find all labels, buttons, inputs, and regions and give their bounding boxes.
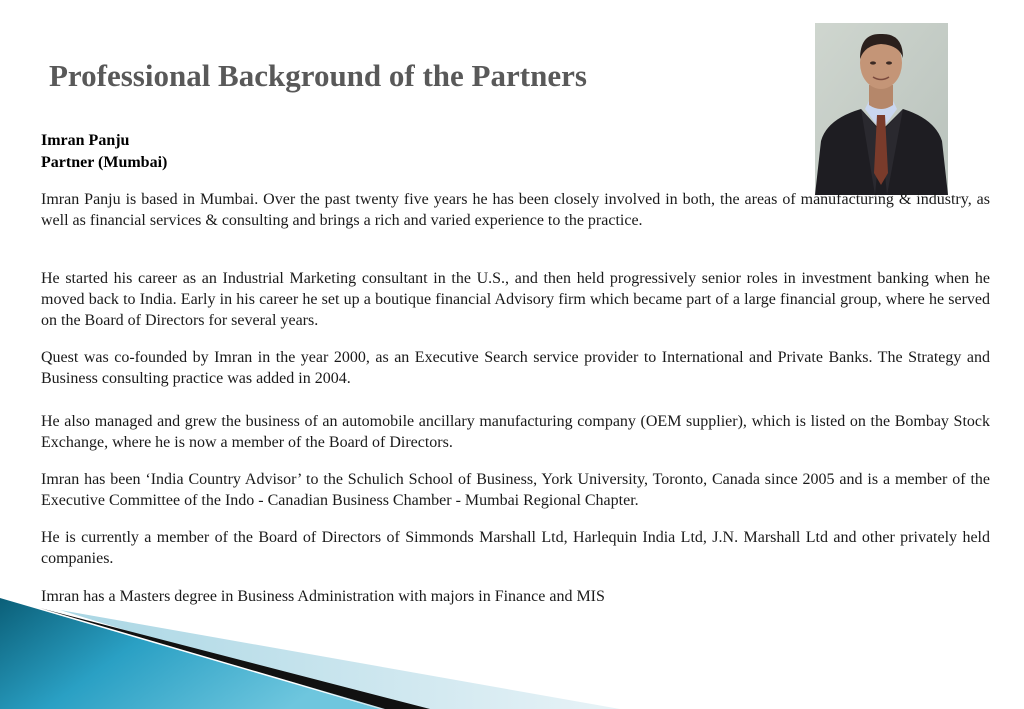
partner-name: Imran Panju (41, 132, 130, 149)
paragraph: Quest was co-founded by Imran in the year 2000, as an Executive Search service provider to International and Private Banks. The Strategy and Business consulting practice was added in 2004. (41, 349, 990, 387)
partner-info (41, 130, 167, 174)
paragraph: Imran has been ‘India Country Advisor’ to the Schulich School of Business, York University, Toronto, Canada since 2005 and is a member of the Executive Committee of the Indo - Canadian Business Chamber - Mumbai Regional Chapter. (41, 471, 990, 509)
paragraph: He also managed and grew the business of an automobile ancillary manufacturing company (OEM supplier), which is listed on the Bombay Stock Exchange, where he is now a member of the Board of Directors. (41, 413, 990, 451)
partner-photo (815, 23, 948, 195)
decorative-swoosh (0, 590, 620, 709)
paragraph: Imran Panju is based in Mumbai. Over the past twenty five years he has been closely involved in both, the areas of manufacturing & industry, as well as financial services & consulting and brings a rich and varied experience to the practice. (41, 191, 990, 229)
page-title: Professional Background of the Partners (49, 58, 587, 93)
paragraph: He is currently a member of the Board of Directors of Simmonds Marshall Ltd, Harlequin India Ltd, J.N. Marshall Ltd and other privately held companies. (41, 529, 990, 567)
paragraph: Imran has a Masters degree in Business Administration with majors in Finance and MIS (41, 588, 605, 605)
partner-role: Partner (Mumbai) (41, 154, 168, 171)
paragraph: He started his career as an Industrial Marketing consultant in the U.S., and then held progressively senior roles in investment banking when he moved back to India. Early in his career he set up a boutique financial Advisory firm which became part of a large financial group, where he served on the Board of Directors for several years. (41, 270, 990, 329)
